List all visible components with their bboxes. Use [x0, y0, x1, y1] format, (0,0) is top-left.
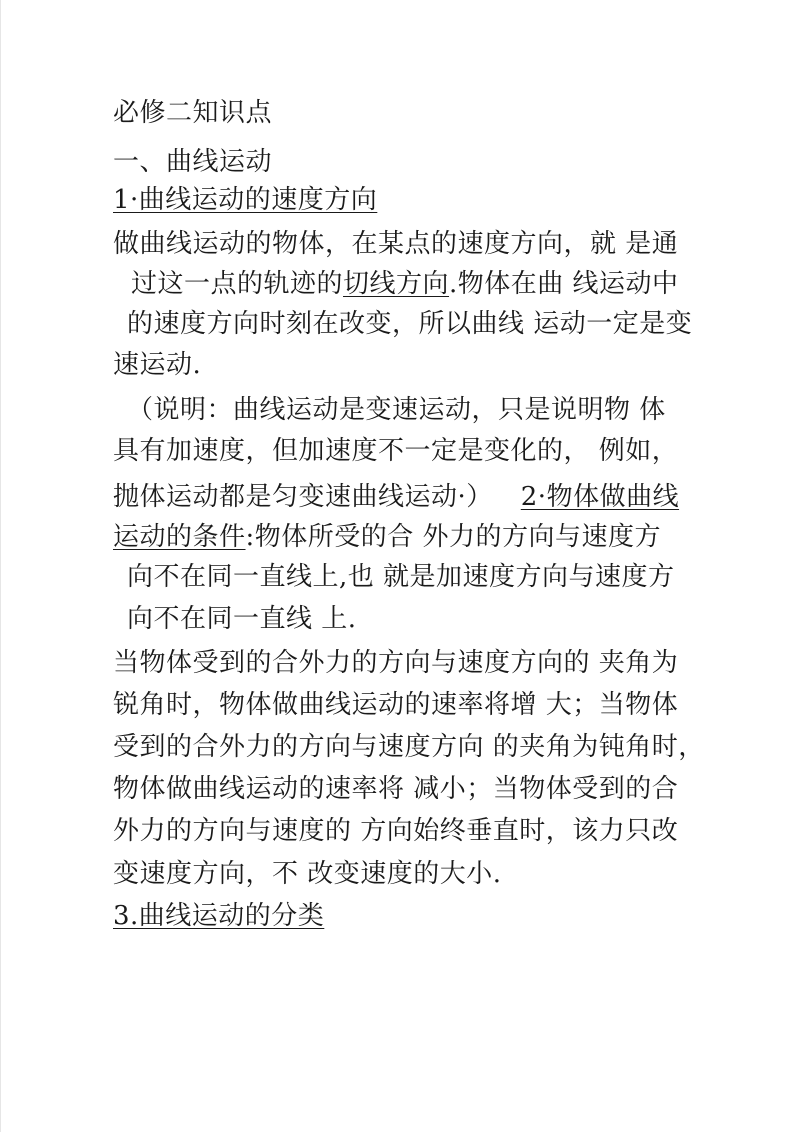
- paragraph-line: （说明：曲线运动是变速运动，只是说明物 体: [127, 395, 666, 425]
- text-run: :物体所受的合 外力的方向与速度方: [245, 522, 662, 552]
- paragraph-line: 锐角时，物体做曲线运动的速率将增 大；当物体: [113, 690, 679, 720]
- underlined-term: 运动的条件: [113, 522, 246, 552]
- subheading-curve-classification: 3.曲线运动的分类: [113, 901, 325, 931]
- paragraph-line: 速运动.: [113, 350, 202, 380]
- paragraph-line: 变速度方向，不 改变速度的大小.: [113, 859, 502, 889]
- paragraph-line: 当物体受到的合外力的方向与速度方向的 夹角为: [113, 648, 679, 678]
- paragraph-line: 的速度方向时刻在改变，所以曲线 运动一定是变: [127, 309, 693, 339]
- paragraph-line: 物体做曲线运动的速率将 减小；当物体受到的合: [113, 774, 679, 804]
- text-run: .物体在曲 线运动中: [449, 269, 679, 299]
- subheading-curve-condition: 2·物体做曲线: [520, 482, 680, 512]
- section-heading: 一、曲线运动: [113, 147, 273, 177]
- subheading-velocity-direction: 1·曲线运动的速度方向: [113, 185, 378, 215]
- paragraph-line: 受到的合外力的方向与速度方向 的夹角为钝角时，: [113, 732, 705, 762]
- paragraph-line: [131, 267, 679, 301]
- paragraph-line: [113, 480, 679, 514]
- underlined-term: 切线方向: [343, 269, 450, 299]
- paragraph-line: 做曲线运动的物体，在某点的速度方向，就 是通: [113, 229, 679, 259]
- text-run: 抛体运动都是匀变速曲线运动·）: [113, 482, 493, 512]
- paragraph-line: 向不在同一直线上,也 就是加速度方向与速度方: [127, 562, 675, 592]
- paragraph-line: 具有加速度，但加速度不一定是变化的， 例如，: [113, 436, 679, 466]
- paragraph-line: [113, 520, 661, 554]
- paragraph-line: 向不在同一直线 上.: [127, 604, 357, 634]
- paragraph-line: 外力的方向与速度的 方向始终垂直时，该力只改: [113, 816, 679, 846]
- text-run: 过这一点的轨迹的: [131, 269, 344, 299]
- doc-title: 必修二知识点: [113, 98, 273, 128]
